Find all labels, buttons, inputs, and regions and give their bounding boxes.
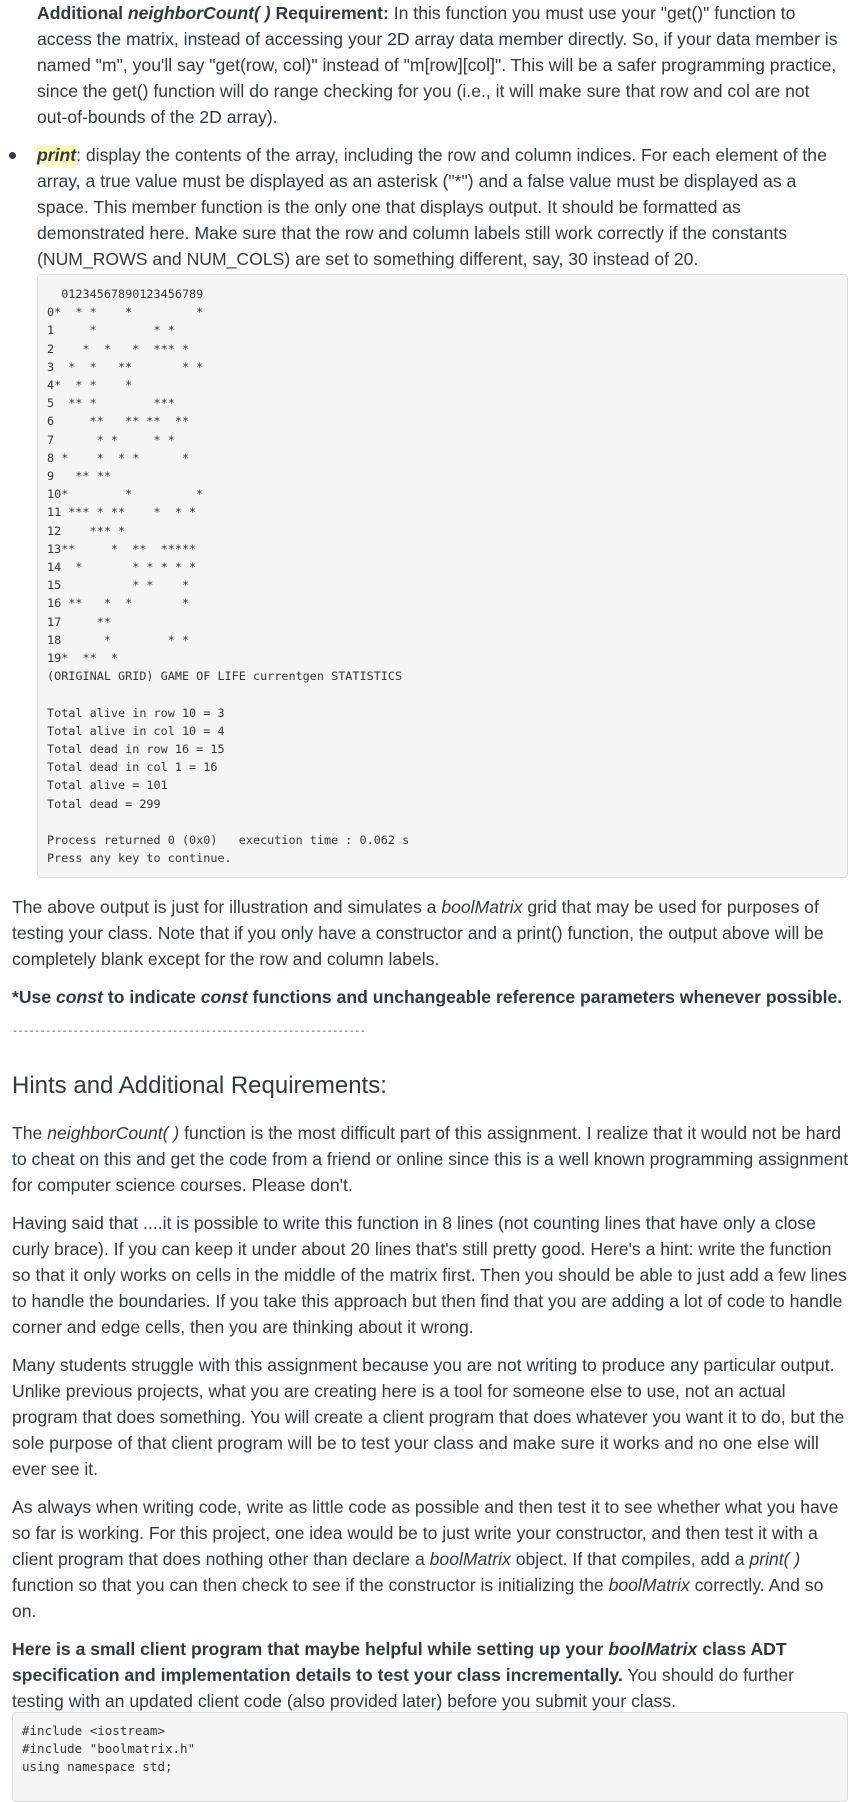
hints-paragraph-3: Many students struggle with this assignment because you are not writing to produce any particular output. Unlike previous projects, what you are creating here is a tool for someone else to use, not an actual program that does something. You will create a client program that does whatever you want it to do, but the sole purpose of that client program will be to test your class and make sure it works and no one else will ever see it. [12,1355,845,1479]
hints-paragraph-1: The neighborCount( ) function is the most difficult part of this assignment. I realize that it would not be hard to cheat on this and get the code from a friend or online since this is a well known programming assignment for computer science courses. Please don't. [12,1123,849,1195]
print-keyword: print [37,145,77,165]
requirement-body: In this function you must use your "get()" function to access the matrix, instead of accessing your 2D array data member directly. So, if your data member is named "m", you'll say "get(row, col)" instead of "m[row][col]". This will be a safer programming practice, since the get() function will do range checking for you (i.e., it will make sure that row and col are not out-of-bounds of the 2D array). [37,3,838,127]
client-code-text: #include <iostream> #include "boolmatrix.h" using namespace std; [22,1723,196,1774]
console-output-text: 01234567890123456789 0* * * * * 1 * * * 2 * * * *** * 3 * * ** * * 4* * * * 5 ** * *** 6 ** ** ** ** 7 * * * * 8 * * * * * 9 ** ** 10* * * 11 *** * ** * * * 12 *** * 13** * ** ***** 14 * * * * * * 15 * * * 16 ** * * * 17 ** 18 * * * 19* ** * (ORIGINAL GRID) GAME OF LIFE currentgen STATISTICS Total alive in row 10 = 3 Total alive in col 10 = 4 Total dead in row 16 = 15 Total dead in col 1 = 16 Total alive = 101 Total dead = 299 Process returned 0 (0x0) execution time : 0.062 s Press any key to continue. [47,287,410,866]
neighborcount-requirement [37,0,843,130]
requirement-lead: Additional neighborCount( ) Requirement: [37,3,389,23]
dashed-divider: ---------------------------------------------------------------- [12,1026,366,1037]
bullet-dot-icon [9,152,16,159]
hints-paragraph-2: Having said that ....it is possible to write this function in 8 lines (not counting lines that have only a close curly brace). If you can keep it under about 20 lines that's still pretty good. Here's a hint: write the function so that it only works on cells in the middle of the matrix first. Then you should be able to just add a few lines to handle the boundaries. If you take this approach but then find that you are adding a lot of code to handle corner and edge cells, then you are thinking about it wrong. [12,1213,847,1337]
print-description: print: display the contents of the array, including the row and column indices. For each element of the array, a true value must be displayed as an asterisk ("*") and a false value must be displayed as a space. This member function is the only one that displays output. It should be formatted as demonstrated here. Make sure that the row and column labels still work correctly if the constants (NUM_ROWS and NUM_COLS) are set to something different, say, 30 instead of 20. [37,145,827,269]
illustration-note: The above output is just for illustration and simulates a boolMatrix grid that may be used for purposes of testing your class. Note that if you only have a constructor and a print() function, the output above will be completely blank except for the row and column labels. [12,897,824,969]
hints-paragraph-5: Here is a small client program that maybe helpful while setting up your boolMatrix class ADT specification and implementation details to test your class incrementally. You should do further testing with an updated client code (also provided later) before you submit your class. [12,1639,794,1711]
console-output-block [37,274,848,878]
client-code-block [12,1712,848,1802]
hints-heading: Hints and Additional Requirements: [12,1072,387,1099]
hints-paragraph-4: As always when writing code, write as little code as possible and then test it to see whether what you have so far is working. For this project, one idea would be to just write your constructor, and then test it with a client program that does nothing other than declare a boolMatrix object. If that compiles, add a print( ) function so that you can then check to see if the constructor is initializing the boolMatrix correctly. And so on. [12,1497,839,1621]
const-note: *Use const to indicate const functions and unchangeable reference parameters whenever possible. [12,987,843,1007]
